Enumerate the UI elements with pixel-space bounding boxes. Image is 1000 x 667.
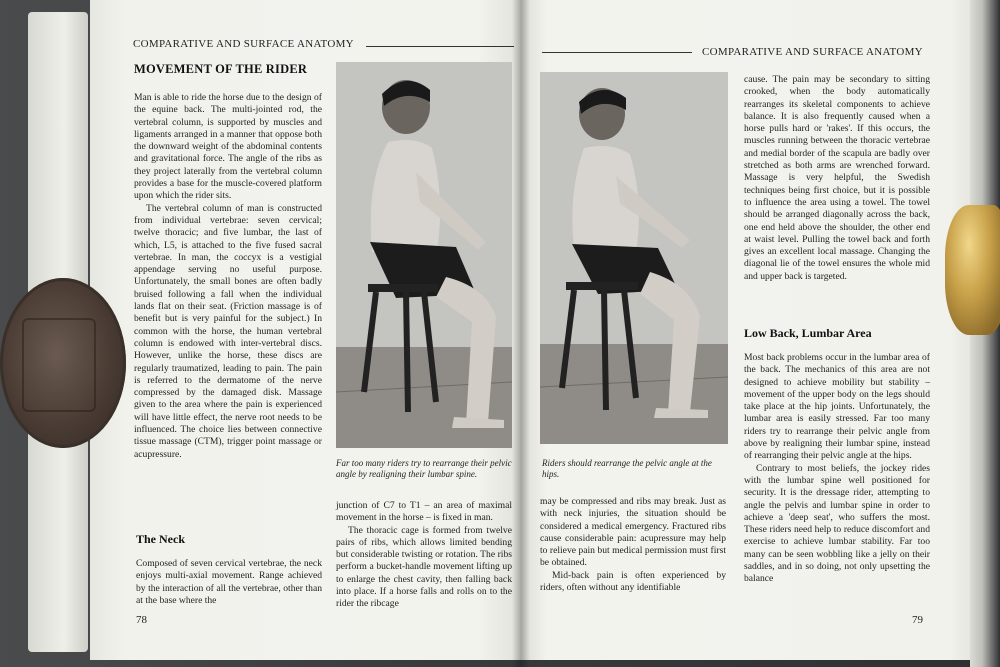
right-page [520,0,972,660]
paragraph: Man is able to ride the horse due to the design of the equine back. The multi-jointed rod, the vertebral column, is supported by muscles and ligaments arranged in a manner that oppose both the downward weight of the abdominal contents and gravitational force. The angle of the ribs as they project laterally from the vertebral column provides a base for the muscle-covered platform upon which the rider sits. [134,92,322,202]
subheading: The Neck [136,532,185,546]
header-rule [542,52,692,53]
coin-weight [0,278,126,448]
right-column [336,500,512,611]
page-number: 79 [912,614,923,626]
photo-rider-lumbar [336,62,512,448]
brass-weight [945,205,1000,335]
running-header: COMPARATIVE AND SURFACE ANATOMY [702,46,923,58]
paragraph: junction of C7 to T1 – an area of maximal movement in the horse – is fixed in man. [336,500,512,524]
paragraph: may be compressed and ribs may break. Just as with neck injuries, the situation should be considered a medical emergency. Fractured ribs cause considerable pain: acupressure may help to relieve pain but medical permission must first be obtained. [540,496,726,569]
header-rule [366,46,514,47]
paragraph: The thoracic cage is formed from twelve pairs of ribs, which allows limited bending but considerable twisting or rotation. The ribs perform a bucket-handle movement lifting up to enlarge the chest cavity, then falling back into place. If a horse falls and rolls on to the rider the ribcage [336,524,512,610]
book-gutter [512,0,530,667]
page-number: 78 [136,614,147,626]
photo-caption: Riders should rearrange the pelvic angle at the hips. [542,458,712,479]
running-header: COMPARATIVE AND SURFACE ANATOMY [133,38,354,50]
right-column-bottom [744,352,930,586]
photo-caption: Far too many riders try to rearrange their pelvic angle by realigning their lumbar spine. [336,458,512,479]
left-column [134,92,322,461]
paragraph: Composed of seven cervical vertebrae, the neck enjoys multi-axial movement. Range achieved by the interaction of all the vertebrae, other than at the base where the [136,558,322,606]
subheading: Low Back, Lumbar Area [744,326,872,340]
right-column-top [744,74,930,283]
left-column [540,496,726,594]
paragraph: Contrary to most beliefs, the jockey rides with the lumbar spine well positioned for security. It is the dressage rider, attempting to angle the pelvis and lumbar spine in order to achieve a 'deep seat', who suffers the most. These riders need help to reduce discomfort and exercise to achieve lumbar stability. Far too many can be seen wobbling like a jelly on their saddles, and in so doing, not only upsetting the balance [744,462,930,585]
photo-rider-hips [540,72,728,444]
paragraph: The vertebral column of man is constructed from individual vertebrae: seven cervical; twelve thoracic; and five lumbar, the last of which, L5, is attached to the five fused sacral vertebrae. In man, the coccyx is a vestigial appendage serving no useful purpose. Unfortunately, the small bones are often badly bruised following a fall when the individual lands flat on their seat. (Friction massage is of benefit but is very painful for the subject.) In common with the horse, the human vertebral column is endowed with inter-vertebral discs. However, unlike the horse, these discs are regularly traumatized, leading to pain. The pain is referred to the dermatome of the nerve compressed by the damaged disk. Massage given to the area where the pain is experienced will have little effect, the nerve root needs to be influenced. The choice lies between connective tissue massage (CTM), trigger point massage or acupressure. [134,202,322,460]
paragraph: Mid-back pain is often experienced by riders, often without any identifiable [540,569,726,594]
left-page [90,0,520,660]
coin-emblem [22,318,96,412]
neck-paragraph [136,558,322,607]
paragraph: cause. The pain may be secondary to sitting crooked, when the body automatically rearranges its skeletal components to achieve balance. It is also frequently caused when a horse pulls hard or 'rakes'. If this occurs, the muscles running between the thoracic vertebrae and medial border of the scapula are badly over stretched as both arms are wrenched forward. Massage is very helpful, the Swedish techniques being first choice, but it is possible to influence the area using a towel. The towel should be arranged diagonally across the back, one end held above the shoulder, the other end at waist level. Pulling the towel back and forth gives an excellent local massage. Changing the diagonal lie of the towel ensures the whole mid and upper back is targeted. [744,74,930,282]
paragraph: Most back problems occur in the lumbar area of the back. The mechanics of this area are not designed to achieve mobility but stability – movement of the upper body on the legs should take place at the hip joints. Unfortunately, the lumbar area is easily stressed. Far too many riders try to rearrange their pelvic angle from above by realigning their lumbar spine, instead of rearranging their pelvic angle at the hips. [744,352,930,462]
section-title: MOVEMENT OF THE RIDER [134,62,308,76]
